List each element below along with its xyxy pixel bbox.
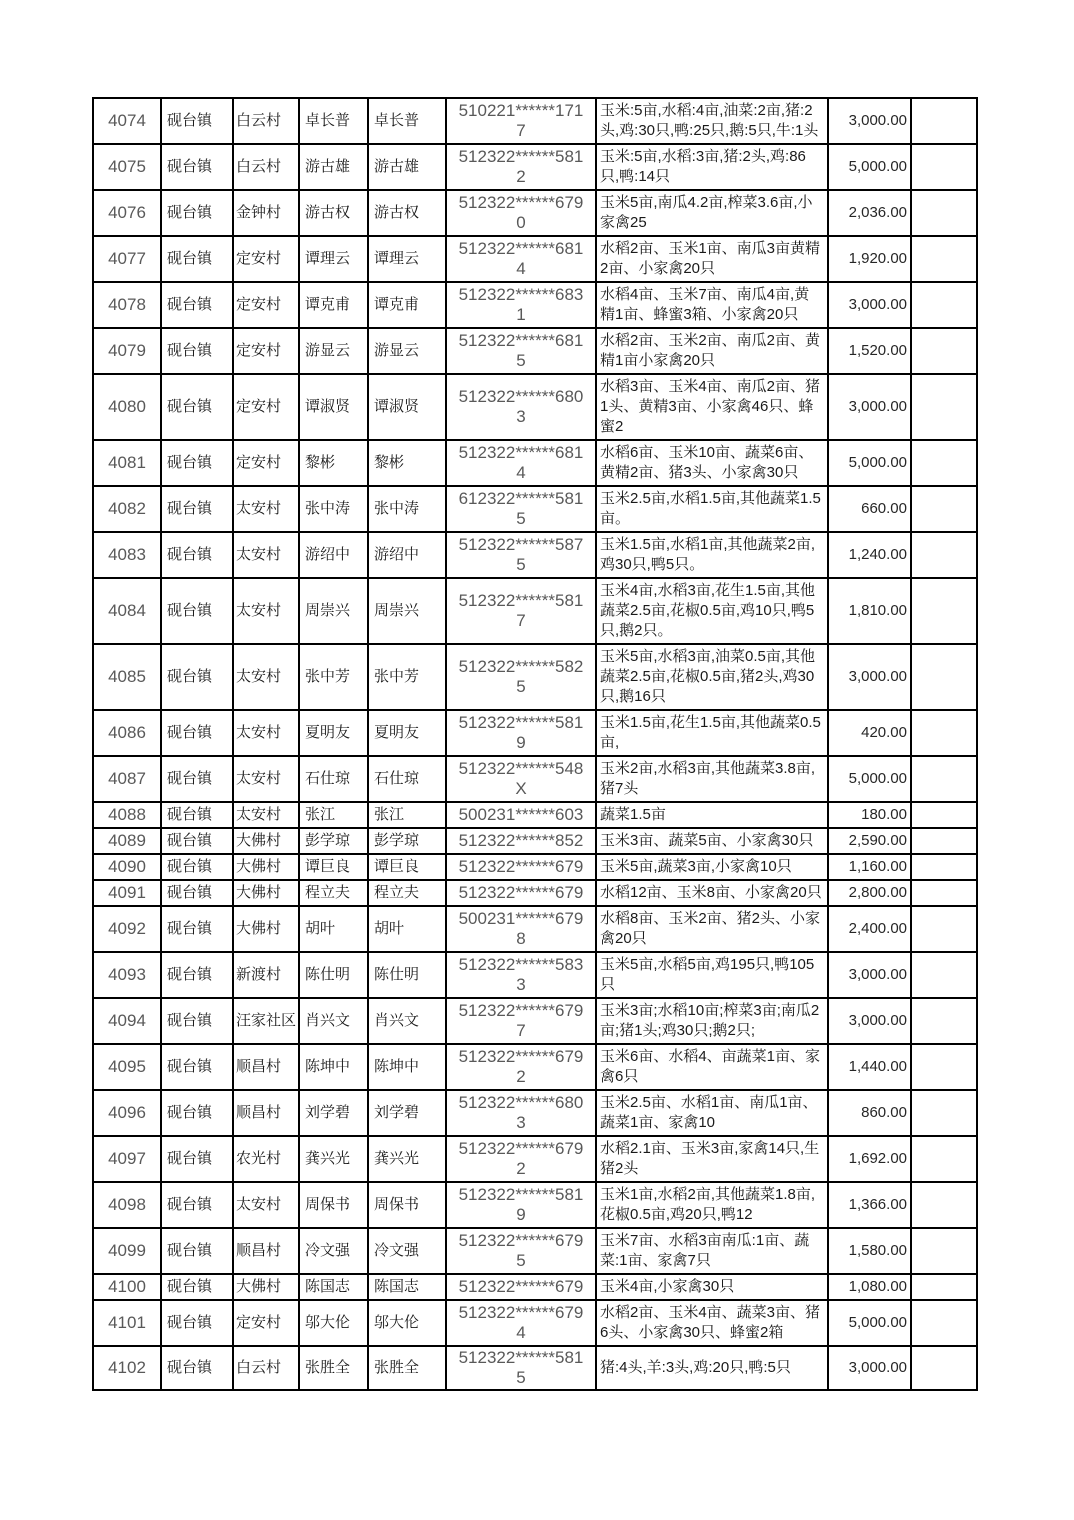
town-cell: 砚台镇 [161, 1346, 233, 1390]
amount-cell: 660.00 [828, 486, 911, 532]
payee-name-cell: 谭克甫 [368, 282, 446, 328]
payee-name-cell: 张中涛 [368, 486, 446, 532]
amount-cell: 3,000.00 [828, 1346, 911, 1390]
note-cell [911, 236, 977, 282]
id-number-cell: 512322******679 [446, 1274, 596, 1300]
applicant-name-cell: 冷文强 [299, 1228, 368, 1274]
town-cell: 砚台镇 [161, 906, 233, 952]
table-row [93, 282, 977, 328]
row-number-cell: 4088 [93, 802, 161, 828]
village-cell: 定安村 [233, 440, 299, 486]
applicant-name-cell: 卓长普 [299, 98, 368, 144]
row-number-cell: 4095 [93, 1044, 161, 1090]
town-cell: 砚台镇 [161, 952, 233, 998]
id-number-cell: 512322******5833 [446, 952, 596, 998]
items-cell: 玉米:5亩,水稻:3亩,猪:2头,鸡:86只,鸭:14只 [596, 144, 828, 190]
note-cell [911, 952, 977, 998]
table-row [93, 880, 977, 906]
id-number-cell: 512322******5819 [446, 710, 596, 756]
applicant-name-cell: 刘学碧 [299, 1090, 368, 1136]
town-cell: 砚台镇 [161, 440, 233, 486]
row-number-cell: 4077 [93, 236, 161, 282]
applicant-name-cell: 周崇兴 [299, 578, 368, 644]
table-body [93, 98, 977, 1390]
village-cell: 大佛村 [233, 906, 299, 952]
town-cell: 砚台镇 [161, 1300, 233, 1346]
applicant-name-cell: 夏明友 [299, 710, 368, 756]
table-row [93, 854, 977, 880]
table-row [93, 1274, 977, 1300]
items-cell: 水稻2亩、玉米1亩、南瓜3亩黄精2亩、小家禽20只 [596, 236, 828, 282]
payee-name-cell: 游绍中 [368, 532, 446, 578]
payee-name-cell: 谭淑贤 [368, 374, 446, 440]
note-cell [911, 1346, 977, 1390]
town-cell: 砚台镇 [161, 282, 233, 328]
note-cell [911, 998, 977, 1044]
applicant-name-cell: 石仕琼 [299, 756, 368, 802]
applicant-name-cell: 陈坤中 [299, 1044, 368, 1090]
id-number-cell: 512322******679 [446, 880, 596, 906]
amount-cell: 3,000.00 [828, 644, 911, 710]
village-cell: 定安村 [233, 1300, 299, 1346]
town-cell: 砚台镇 [161, 828, 233, 854]
row-number-cell: 4101 [93, 1300, 161, 1346]
note-cell [911, 190, 977, 236]
applicant-name-cell: 陈国志 [299, 1274, 368, 1300]
payee-name-cell: 冷文强 [368, 1228, 446, 1274]
id-number-cell: 512322******6797 [446, 998, 596, 1044]
town-cell: 砚台镇 [161, 1182, 233, 1228]
id-number-cell: 512322******5819 [446, 1182, 596, 1228]
note-cell [911, 374, 977, 440]
row-number-cell: 4092 [93, 906, 161, 952]
row-number-cell: 4099 [93, 1228, 161, 1274]
village-cell: 顺昌村 [233, 1228, 299, 1274]
applicant-name-cell: 邬大伦 [299, 1300, 368, 1346]
payee-name-cell: 彭学琼 [368, 828, 446, 854]
applicant-name-cell: 程立夫 [299, 880, 368, 906]
note-cell [911, 802, 977, 828]
note-cell [911, 578, 977, 644]
note-cell [911, 1090, 977, 1136]
payee-name-cell: 陈仕明 [368, 952, 446, 998]
payee-name-cell: 邬大伦 [368, 1300, 446, 1346]
town-cell: 砚台镇 [161, 854, 233, 880]
village-cell: 白云村 [233, 1346, 299, 1390]
table-row [93, 1182, 977, 1228]
id-number-cell: 512322******852 [446, 828, 596, 854]
amount-cell: 2,800.00 [828, 880, 911, 906]
row-number-cell: 4102 [93, 1346, 161, 1390]
town-cell: 砚台镇 [161, 756, 233, 802]
applicant-name-cell: 张中芳 [299, 644, 368, 710]
payee-name-cell: 程立夫 [368, 880, 446, 906]
id-number-cell: 512322******6803 [446, 1090, 596, 1136]
village-cell: 太安村 [233, 578, 299, 644]
id-number-cell: 512322******6790 [446, 190, 596, 236]
note-cell [911, 710, 977, 756]
items-cell: 玉米3亩、蔬菜5亩、小家禽30只 [596, 828, 828, 854]
items-cell: 玉米1.5亩,水稻1亩,其他蔬菜2亩,鸡30只,鸭5只。 [596, 532, 828, 578]
table-row [93, 802, 977, 828]
village-cell: 白云村 [233, 98, 299, 144]
note-cell [911, 1182, 977, 1228]
table-row [93, 644, 977, 710]
row-number-cell: 4075 [93, 144, 161, 190]
amount-cell: 1,920.00 [828, 236, 911, 282]
items-cell: 玉米5亩,蔬菜3亩,小家禽10只 [596, 854, 828, 880]
village-cell: 太安村 [233, 532, 299, 578]
row-number-cell: 4080 [93, 374, 161, 440]
note-cell [911, 828, 977, 854]
table-row [93, 1228, 977, 1274]
items-cell: 玉米5亩,水稻3亩,油菜0.5亩,其他蔬菜2.5亩,花椒0.5亩,猪2头,鸡30只,鹅16只 [596, 644, 828, 710]
items-cell: 玉米3亩;水稻10亩;榨菜3亩;南瓜2亩;猪1头;鸡30只;鹅2只; [596, 998, 828, 1044]
items-cell: 水稻6亩、玉米10亩、蔬菜6亩、黄精2亩、猪3头、小家禽30只 [596, 440, 828, 486]
village-cell: 太安村 [233, 644, 299, 710]
town-cell: 砚台镇 [161, 1090, 233, 1136]
payee-name-cell: 张胜全 [368, 1346, 446, 1390]
village-cell: 定安村 [233, 374, 299, 440]
row-number-cell: 4085 [93, 644, 161, 710]
note-cell [911, 328, 977, 374]
id-number-cell: 512322******6803 [446, 374, 596, 440]
applicant-name-cell: 彭学琼 [299, 828, 368, 854]
items-cell: 玉米1亩,水稻2亩,其他蔬菜1.8亩,花椒0.5亩,鸡20只,鸭12 [596, 1182, 828, 1228]
applicant-name-cell: 肖兴文 [299, 998, 368, 1044]
village-cell: 新渡村 [233, 952, 299, 998]
amount-cell: 3,000.00 [828, 998, 911, 1044]
items-cell: 水稻2亩、玉米2亩、南瓜2亩、黄精1亩小家禽20只 [596, 328, 828, 374]
id-number-cell: 500231******603 [446, 802, 596, 828]
village-cell: 太安村 [233, 710, 299, 756]
row-number-cell: 4079 [93, 328, 161, 374]
village-cell: 定安村 [233, 236, 299, 282]
applicant-name-cell: 黎彬 [299, 440, 368, 486]
row-number-cell: 4089 [93, 828, 161, 854]
payee-name-cell: 石仕琼 [368, 756, 446, 802]
village-cell: 大佛村 [233, 828, 299, 854]
payee-name-cell: 夏明友 [368, 710, 446, 756]
table-row [93, 532, 977, 578]
id-number-cell: 512322******5875 [446, 532, 596, 578]
table-row [93, 236, 977, 282]
id-number-cell: 512322******5817 [446, 578, 596, 644]
payee-name-cell: 陈国志 [368, 1274, 446, 1300]
table-row [93, 710, 977, 756]
town-cell: 砚台镇 [161, 190, 233, 236]
items-cell: 玉米2亩,水稻3亩,其他蔬菜3.8亩,猪7头 [596, 756, 828, 802]
town-cell: 砚台镇 [161, 374, 233, 440]
town-cell: 砚台镇 [161, 880, 233, 906]
amount-cell: 1,520.00 [828, 328, 911, 374]
items-cell: 玉米:5亩,水稻:4亩,油菜:2亩,猪:2头,鸡:30只,鸭:25只,鹅:5只,牛:1头 [596, 98, 828, 144]
id-number-cell: 500231******6798 [446, 906, 596, 952]
note-cell [911, 906, 977, 952]
amount-cell: 5,000.00 [828, 144, 911, 190]
village-cell: 顺昌村 [233, 1090, 299, 1136]
amount-cell: 1,440.00 [828, 1044, 911, 1090]
applicant-name-cell: 谭巨良 [299, 854, 368, 880]
amount-cell: 2,590.00 [828, 828, 911, 854]
row-number-cell: 4093 [93, 952, 161, 998]
payee-name-cell: 胡叶 [368, 906, 446, 952]
items-cell: 猪:4头,羊:3头,鸡:20只,鸭:5只 [596, 1346, 828, 1390]
table-row [93, 144, 977, 190]
amount-cell: 3,000.00 [828, 374, 911, 440]
table-row [93, 1300, 977, 1346]
payee-name-cell: 谭巨良 [368, 854, 446, 880]
village-cell: 汪家社区 [233, 998, 299, 1044]
row-number-cell: 4098 [93, 1182, 161, 1228]
village-cell: 大佛村 [233, 1274, 299, 1300]
items-cell: 玉米4亩,水稻3亩,花生1.5亩,其他蔬菜2.5亩,花椒0.5亩,鸡10只,鸭5只,鹅2只。 [596, 578, 828, 644]
town-cell: 砚台镇 [161, 578, 233, 644]
town-cell: 砚台镇 [161, 1044, 233, 1090]
payee-name-cell: 周崇兴 [368, 578, 446, 644]
village-cell: 太安村 [233, 802, 299, 828]
id-number-cell: 512322******6794 [446, 1300, 596, 1346]
id-number-cell: 512322******5812 [446, 144, 596, 190]
applicant-name-cell: 胡叶 [299, 906, 368, 952]
town-cell: 砚台镇 [161, 644, 233, 710]
amount-cell: 5,000.00 [828, 1300, 911, 1346]
applicant-name-cell: 谭克甫 [299, 282, 368, 328]
town-cell: 砚台镇 [161, 486, 233, 532]
row-number-cell: 4081 [93, 440, 161, 486]
id-number-cell: 512322******6792 [446, 1136, 596, 1182]
amount-cell: 3,000.00 [828, 98, 911, 144]
items-cell: 玉米5亩,南瓜4.2亩,榨菜3.6亩,小家禽25 [596, 190, 828, 236]
town-cell: 砚台镇 [161, 802, 233, 828]
town-cell: 砚台镇 [161, 998, 233, 1044]
amount-cell: 180.00 [828, 802, 911, 828]
note-cell [911, 144, 977, 190]
row-number-cell: 4087 [93, 756, 161, 802]
note-cell [911, 1228, 977, 1274]
table-row [93, 98, 977, 144]
note-cell [911, 1274, 977, 1300]
note-cell [911, 532, 977, 578]
town-cell: 砚台镇 [161, 1274, 233, 1300]
amount-cell: 1,580.00 [828, 1228, 911, 1274]
items-cell: 水稻3亩、玉米4亩、南瓜2亩、猪1头、黄精3亩、小家禽46只、蜂蜜2 [596, 374, 828, 440]
payee-name-cell: 龚兴光 [368, 1136, 446, 1182]
table-row [93, 998, 977, 1044]
town-cell: 砚台镇 [161, 98, 233, 144]
town-cell: 砚台镇 [161, 328, 233, 374]
note-cell [911, 644, 977, 710]
village-cell: 太安村 [233, 756, 299, 802]
items-cell: 玉米1.5亩,花生1.5亩,其他蔬菜0.5亩, [596, 710, 828, 756]
id-number-cell: 512322******6831 [446, 282, 596, 328]
id-number-cell: 612322******5815 [446, 486, 596, 532]
table-row [93, 1044, 977, 1090]
amount-cell: 1,080.00 [828, 1274, 911, 1300]
items-cell: 水稻8亩、玉米2亩、猪2头、小家禽20只 [596, 906, 828, 952]
items-cell: 玉米6亩、水稻4、亩蔬菜1亩、家禽6只 [596, 1044, 828, 1090]
items-cell: 玉米5亩,水稻5亩,鸡195只,鸭105只 [596, 952, 828, 998]
payee-name-cell: 黎彬 [368, 440, 446, 486]
row-number-cell: 4094 [93, 998, 161, 1044]
amount-cell: 1,692.00 [828, 1136, 911, 1182]
id-number-cell: 512322******6795 [446, 1228, 596, 1274]
applicant-name-cell: 张江 [299, 802, 368, 828]
row-number-cell: 4086 [93, 710, 161, 756]
table-row [93, 906, 977, 952]
applicant-name-cell: 谭淑贤 [299, 374, 368, 440]
town-cell: 砚台镇 [161, 1136, 233, 1182]
village-cell: 定安村 [233, 328, 299, 374]
row-number-cell: 4097 [93, 1136, 161, 1182]
row-number-cell: 4100 [93, 1274, 161, 1300]
note-cell [911, 440, 977, 486]
village-cell: 大佛村 [233, 854, 299, 880]
amount-cell: 1,240.00 [828, 532, 911, 578]
table-row [93, 952, 977, 998]
amount-cell: 5,000.00 [828, 440, 911, 486]
table-row [93, 1136, 977, 1182]
items-cell: 蔬菜1.5亩 [596, 802, 828, 828]
items-cell: 玉米2.5亩,水稻1.5亩,其他蔬菜1.5亩。 [596, 486, 828, 532]
amount-cell: 860.00 [828, 1090, 911, 1136]
village-cell: 大佛村 [233, 880, 299, 906]
row-number-cell: 4083 [93, 532, 161, 578]
village-cell: 定安村 [233, 282, 299, 328]
note-cell [911, 98, 977, 144]
town-cell: 砚台镇 [161, 532, 233, 578]
table-row [93, 756, 977, 802]
payee-name-cell: 张中芳 [368, 644, 446, 710]
amount-cell: 420.00 [828, 710, 911, 756]
payee-name-cell: 谭理云 [368, 236, 446, 282]
amount-cell: 2,400.00 [828, 906, 911, 952]
table-row [93, 486, 977, 532]
village-cell: 太安村 [233, 486, 299, 532]
table-row [93, 1346, 977, 1390]
village-cell: 顺昌村 [233, 1044, 299, 1090]
table-row [93, 328, 977, 374]
village-cell: 白云村 [233, 144, 299, 190]
table-row [93, 374, 977, 440]
amount-cell: 1,366.00 [828, 1182, 911, 1228]
payee-name-cell: 周保书 [368, 1182, 446, 1228]
id-number-cell: 512322******6815 [446, 328, 596, 374]
row-number-cell: 4084 [93, 578, 161, 644]
id-number-cell: 512322******6814 [446, 236, 596, 282]
note-cell [911, 756, 977, 802]
note-cell [911, 854, 977, 880]
payee-name-cell: 卓长普 [368, 98, 446, 144]
applicant-name-cell: 龚兴光 [299, 1136, 368, 1182]
table-row [93, 1090, 977, 1136]
applicant-name-cell: 张胜全 [299, 1346, 368, 1390]
table-row [93, 440, 977, 486]
id-number-cell: 512322******548X [446, 756, 596, 802]
town-cell: 砚台镇 [161, 710, 233, 756]
applicant-name-cell: 游绍中 [299, 532, 368, 578]
note-cell [911, 1300, 977, 1346]
town-cell: 砚台镇 [161, 144, 233, 190]
id-number-cell: 512322******5815 [446, 1346, 596, 1390]
applicant-name-cell: 游显云 [299, 328, 368, 374]
items-cell: 水稻2亩、玉米4亩、蔬菜3亩、猪6头、小家禽30只、蜂蜜2箱 [596, 1300, 828, 1346]
town-cell: 砚台镇 [161, 1228, 233, 1274]
note-cell [911, 282, 977, 328]
items-cell: 水稻12亩、玉米8亩、小家禽20只 [596, 880, 828, 906]
id-number-cell: 510221******1717 [446, 98, 596, 144]
payee-name-cell: 游古权 [368, 190, 446, 236]
id-number-cell: 512322******6814 [446, 440, 596, 486]
amount-cell: 1,810.00 [828, 578, 911, 644]
amount-cell: 3,000.00 [828, 952, 911, 998]
applicant-name-cell: 周保书 [299, 1182, 368, 1228]
payee-name-cell: 刘学碧 [368, 1090, 446, 1136]
row-number-cell: 4096 [93, 1090, 161, 1136]
row-number-cell: 4078 [93, 282, 161, 328]
applicant-name-cell: 张中涛 [299, 486, 368, 532]
items-cell: 水稻2.1亩、玉米3亩,家禽14只,生猪2头 [596, 1136, 828, 1182]
id-number-cell: 512322******6792 [446, 1044, 596, 1090]
table-row [93, 828, 977, 854]
payee-name-cell: 游显云 [368, 328, 446, 374]
amount-cell: 1,160.00 [828, 854, 911, 880]
applicant-name-cell: 谭理云 [299, 236, 368, 282]
id-number-cell: 512322******679 [446, 854, 596, 880]
note-cell [911, 880, 977, 906]
table-row [93, 190, 977, 236]
items-cell: 玉米2.5亩、水稻1亩、南瓜1亩、蔬菜1亩、家禽10 [596, 1090, 828, 1136]
items-cell: 玉米7亩、水稻3亩南瓜:1亩、蔬菜:1亩、家禽7只 [596, 1228, 828, 1274]
amount-cell: 5,000.00 [828, 756, 911, 802]
row-number-cell: 4090 [93, 854, 161, 880]
town-cell: 砚台镇 [161, 236, 233, 282]
note-cell [911, 1136, 977, 1182]
row-number-cell: 4074 [93, 98, 161, 144]
subsidy-roster-table [92, 97, 978, 1391]
payee-name-cell: 陈坤中 [368, 1044, 446, 1090]
village-cell: 太安村 [233, 1182, 299, 1228]
note-cell [911, 1044, 977, 1090]
amount-cell: 3,000.00 [828, 282, 911, 328]
id-number-cell: 512322******5825 [446, 644, 596, 710]
payee-name-cell: 肖兴文 [368, 998, 446, 1044]
applicant-name-cell: 陈仕明 [299, 952, 368, 998]
payee-name-cell: 张江 [368, 802, 446, 828]
village-cell: 农光村 [233, 1136, 299, 1182]
amount-cell: 2,036.00 [828, 190, 911, 236]
village-cell: 金钟村 [233, 190, 299, 236]
row-number-cell: 4091 [93, 880, 161, 906]
row-number-cell: 4076 [93, 190, 161, 236]
table-row [93, 578, 977, 644]
row-number-cell: 4082 [93, 486, 161, 532]
items-cell: 水稻4亩、玉米7亩、南瓜4亩,黄精1亩、蜂蜜3箱、小家禽20只 [596, 282, 828, 328]
items-cell: 玉米4亩,小家禽30只 [596, 1274, 828, 1300]
payee-name-cell: 游古雄 [368, 144, 446, 190]
applicant-name-cell: 游古权 [299, 190, 368, 236]
applicant-name-cell: 游古雄 [299, 144, 368, 190]
note-cell [911, 486, 977, 532]
